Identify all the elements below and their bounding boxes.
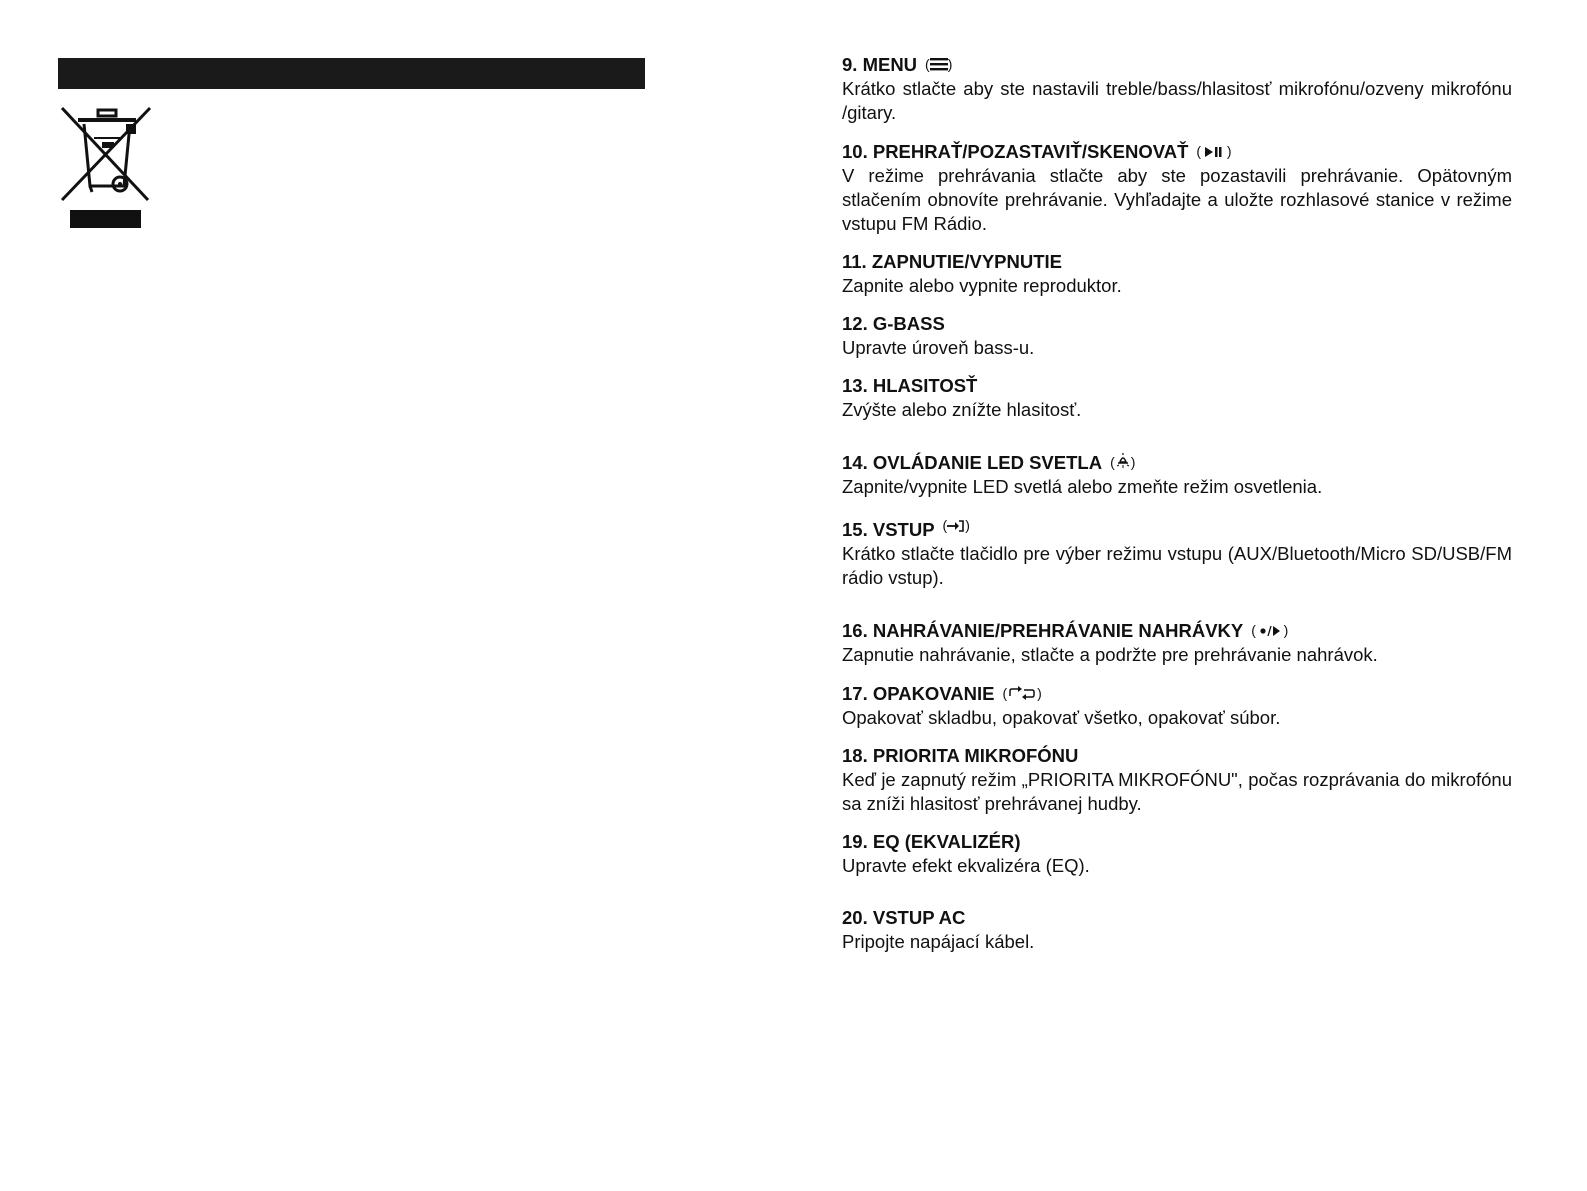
section-title: 19. EQ (EKVALIZÉR) [842, 831, 1021, 852]
light-bulb-icon: ( ) [1110, 454, 1136, 470]
section-title: 13. HLASITOSŤ [842, 375, 978, 396]
instructions-list [842, 52, 1512, 954]
section-menu [842, 52, 1512, 125]
section-text: Upravte efekt ekvalizéra (EQ). [842, 855, 1090, 876]
section-led-light [842, 450, 1512, 499]
section-title: 20. VSTUP AC [842, 907, 966, 928]
section-record-playback [842, 618, 1512, 667]
section-play-pause [842, 139, 1512, 236]
menu-icon: ( ) [925, 56, 953, 72]
section-text: Keď je zapnutý režim „PRIORITA MIKROFÓNU", počas rozprávania do mikrofónu sa zníži hlasitosť prehrávanej hudby. [842, 769, 1512, 814]
play-pause-icon: ( ) [1196, 143, 1232, 159]
section-ac-input [842, 906, 1512, 954]
section-text: Zapnite alebo vypnite reproduktor. [842, 275, 1122, 296]
section-title: 12. G-BASS [842, 313, 945, 334]
section-title: 18. PRIORITA MIKROFÓNU [842, 745, 1079, 766]
section-title: 15. VSTUP [842, 519, 935, 540]
section-power [842, 250, 1512, 298]
section-eq [842, 830, 1512, 878]
record-play-icon: ( ) [1251, 622, 1289, 638]
section-text: Pripojte napájací kábel. [842, 931, 1035, 952]
section-repeat [842, 681, 1512, 730]
input-icon: ( ) [942, 517, 970, 533]
section-text: Krátko stlačte tlačidlo pre výber režimu vstupu (AUX/Bluetooth/Micro SD/USB/FM rádio vstup). [842, 543, 1512, 588]
section-title: 10. PREHRAŤ/POZASTAVIŤ/SKENOVAŤ [842, 141, 1189, 162]
section-mic-priority [842, 744, 1512, 816]
section-input [842, 513, 1512, 590]
section-text: Opakovať skladbu, opakovať všetko, opakovať súbor. [842, 707, 1281, 728]
section-text: V režime prehrávania stlačte aby ste pozastavili prehrávanie. Opätovným stlačením obnovíte prehrávanie. Vyhľadajte a uložte rozhlasové stanice v režime vstupu FM Rádio. [842, 165, 1512, 234]
section-g-bass [842, 312, 1512, 360]
crossed-bin-icon [58, 104, 154, 232]
section-title: 14. OVLÁDANIE LED SVETLA [842, 452, 1103, 473]
section-text: Krátko stlačte aby ste nastavili treble/bass/hlasitosť mikrofónu/ozveny mikrofónu /gitary. [842, 78, 1512, 123]
section-title: 16. NAHRÁVANIE/PREHRÁVANIE NAHRÁVKY [842, 620, 1244, 641]
section-text: Zvýšte alebo znížte hlasitosť. [842, 399, 1082, 420]
section-title: 17. OPAKOVANIE [842, 683, 995, 704]
section-volume [842, 374, 1512, 422]
section-text: Upravte úroveň bass-u. [842, 337, 1035, 358]
repeat-icon: ( ) [1002, 685, 1042, 701]
header-bar [58, 58, 645, 89]
section-text: Zapnutie nahrávanie, stlačte a podržte pre prehrávanie nahrávok. [842, 644, 1378, 665]
section-title: 9. MENU [842, 54, 918, 75]
section-text: Zapnite/vypnite LED svetlá alebo zmeňte režim osvetlenia. [842, 476, 1323, 497]
section-title: 11. ZAPNUTIE/VYPNUTIE [842, 251, 1062, 272]
